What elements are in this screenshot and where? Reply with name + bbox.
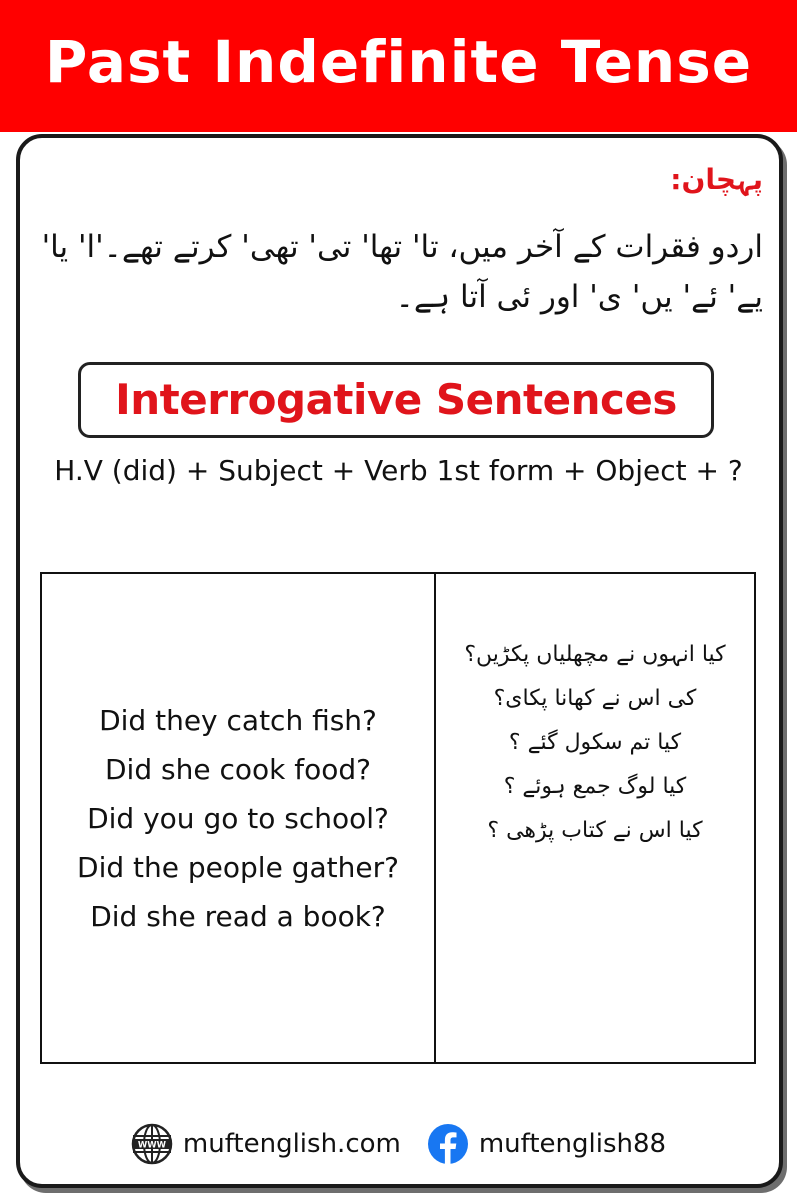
examples-table [40,572,756,1064]
urdu-example: کیا اس نے کتاب پڑھی ؟ [487,818,703,843]
urdu-example: کیا لوگ جمع ہوئے ؟ [503,774,687,799]
section-title-box [78,362,714,438]
english-example: Did they catch fish? [99,703,377,737]
facebook-handle[interactable]: muftenglish88 [478,1129,667,1159]
footer [0,1122,797,1166]
page-title: Past Indefinite Tense [44,28,753,96]
urdu-example: کیا انہوں نے مچھلیاں پکڑیں؟ [464,642,726,667]
english-example: Did she read a book? [90,899,386,933]
urdu-column [436,574,754,1062]
facebook-icon [427,1123,469,1165]
english-example: Did you go to school? [87,801,389,835]
title-banner [0,0,797,132]
structure-formula: H.V (did) + Subject + Verb 1st form + Object + ? [54,454,743,487]
identification-text: اردو فقرات کے آخر میں، تا' تھا' تی' تھی' کرتے تھے۔'ا' یا' یے' ئے' یں' ی' اور ئی آتا ہے۔ [41,229,763,315]
website-link[interactable]: muftenglish.com [182,1129,401,1159]
english-column [42,574,436,1062]
urdu-example: کی اس نے کھانا پکای؟ [493,686,697,711]
svg-text:WWW: WWW [137,1140,166,1151]
english-example: Did she cook food? [105,752,371,786]
urdu-example: کیا تم سکول گئے ؟ [508,730,682,755]
section-title: Interrogative Sentences [115,375,677,424]
identification-heading: پہچان: [670,163,763,196]
english-example: Did the people gather? [77,850,399,884]
globe-www-icon [131,1123,173,1165]
